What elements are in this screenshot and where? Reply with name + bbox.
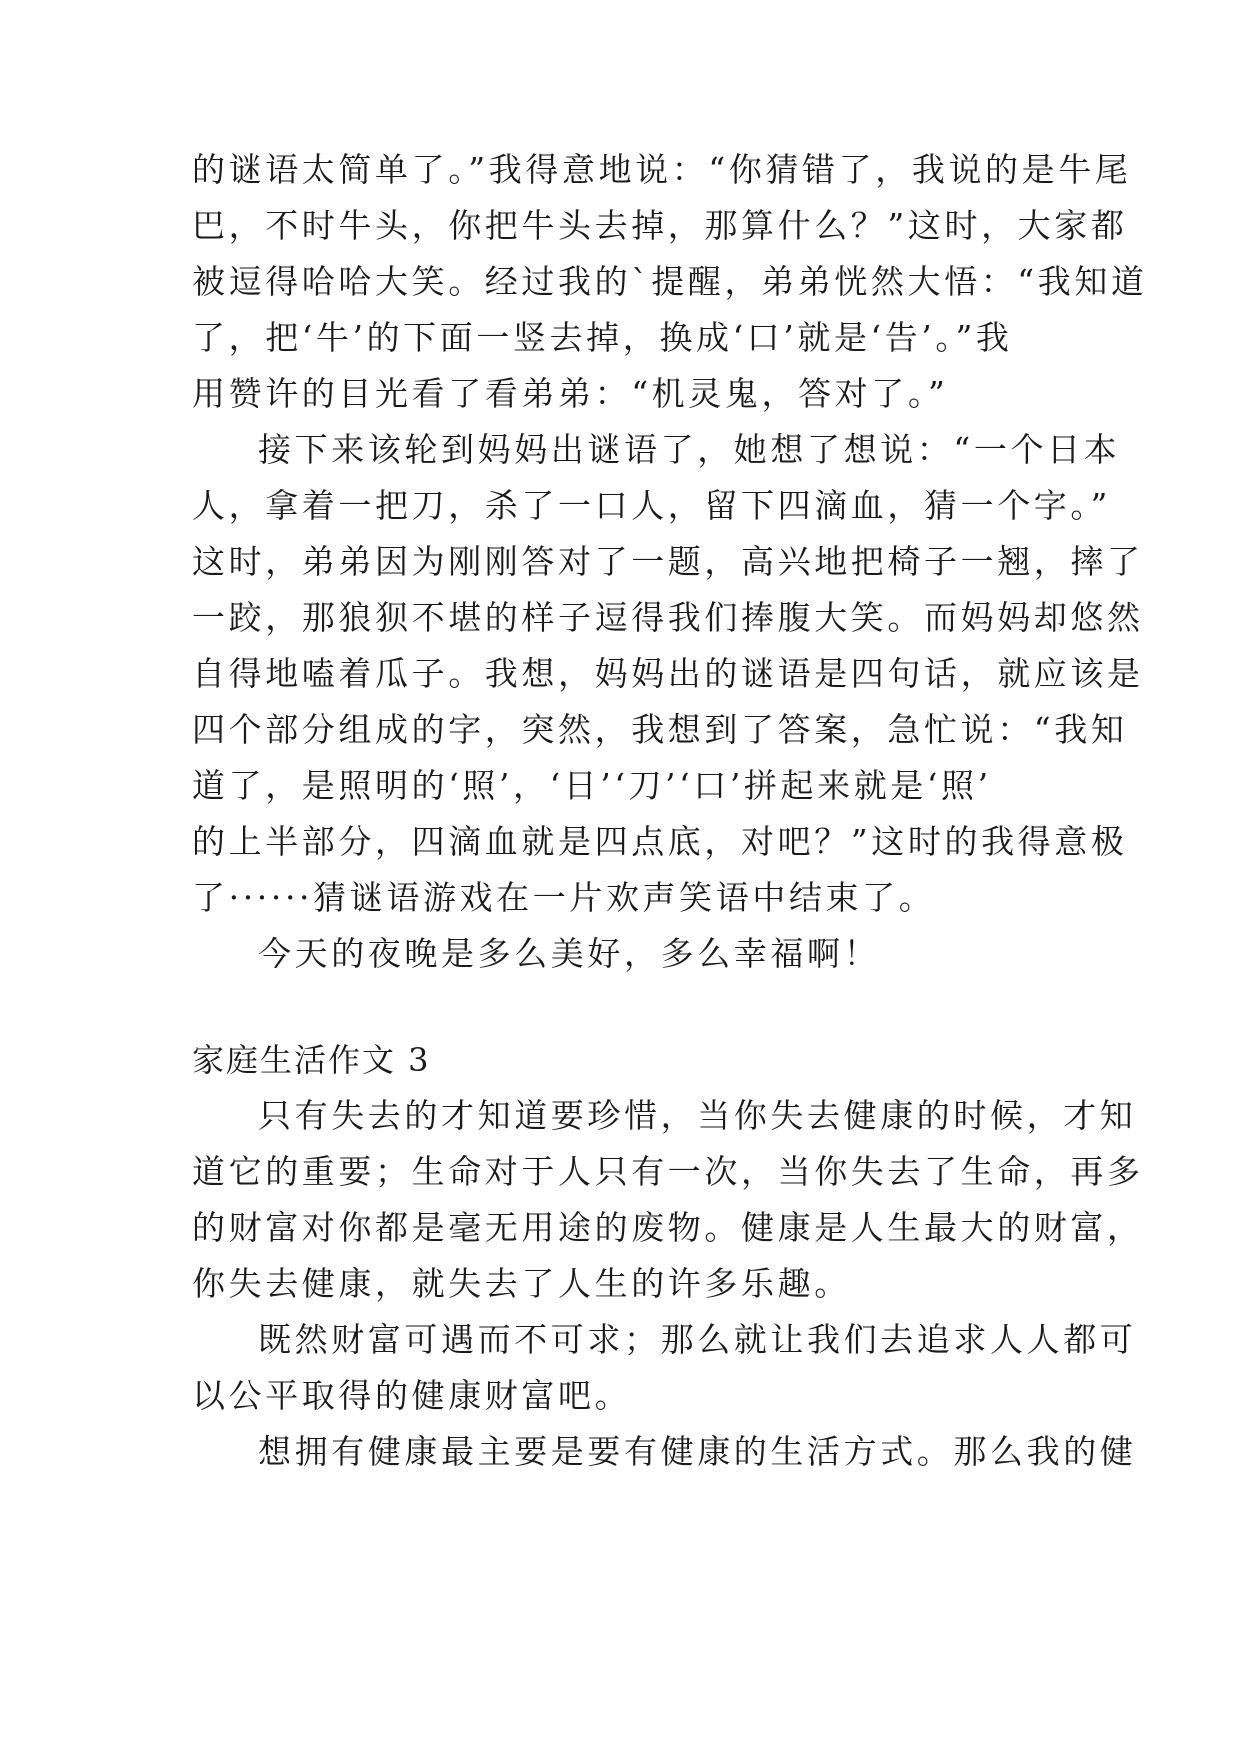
paragraph-line: 用赞许的目光看了看弟弟：“机灵鬼，答对了。” — [192, 374, 949, 413]
paragraph-line: 想拥有健康最主要是要有健康的生活方式。那么我的健 — [258, 1432, 1137, 1471]
paragraph-line: 以公平取得的健康财富吧。 — [192, 1376, 632, 1415]
paragraph-line: 自得地嗑着瓜子。我想，妈妈出的谜语是四句话，就应该是 — [192, 654, 1144, 693]
paragraph-line: 四个部分组成的字，突然，我想到了答案，急忙说：“我知 — [192, 710, 1128, 749]
paragraph-line: 只有失去的才知道要珍惜，当你失去健康的时候，才知 — [258, 1096, 1137, 1135]
paragraph-line: 道了，是照明的‘照’，‘日’‘刀’‘口’拼起来就是‘照’ — [192, 766, 992, 805]
paragraph-line: 的谜语太简单了。”我得意地说：“你猜错了，我说的是牛尾 — [192, 150, 1132, 189]
paragraph-line: 道它的重要；生命对于人只有一次，当你失去了生命，再多 — [192, 1152, 1144, 1191]
paragraph-line: 了，把‘牛’的下面一竖去掉，换成‘口’就是‘告’。”我 — [192, 318, 1013, 357]
paragraph-line: 既然财富可遇而不可求；那么就让我们去追求人人都可 — [258, 1320, 1137, 1359]
paragraph-line: 的财富对你都是毫无用途的废物。健康是人生最大的财富， — [192, 1208, 1144, 1247]
paragraph-line: 一跤，那狼狈不堪的样子逗得我们捧腹大笑。而妈妈却悠然 — [192, 598, 1144, 637]
paragraph-line: 这时，弟弟因为刚刚答对了一题，高兴地把椅子一翘，摔了 — [192, 542, 1144, 581]
paragraph-line: 了······猜谜语游戏在一片欢声笑语中结束了。 — [192, 878, 936, 917]
paragraph-line: 接下来该轮到妈妈出谜语了，她想了想说：“一个日本 — [258, 430, 1121, 469]
paragraph-line: 的上半部分，四滴血就是四点底，对吧？”这时的我得意极 — [192, 822, 1128, 861]
paragraph-line: 今天的夜晚是多么美好，多么幸福啊！ — [258, 934, 881, 973]
paragraph-line: 巴，不时牛头，你把牛头去掉，那算什么？”这时，大家都 — [192, 206, 1128, 245]
paragraph-line: 人，拿着一把刀，杀了一口人，留下四滴血，猜一个字。” — [192, 486, 1111, 525]
section-title: 家庭生活作文 3 — [192, 1041, 431, 1079]
paragraph-line: 被逗得哈哈大笑。经过我的`提醒，弟弟恍然大悟：“我知道 — [192, 262, 1148, 301]
paragraph-line: 你失去健康，就失去了人生的许多乐趣。 — [192, 1264, 851, 1303]
